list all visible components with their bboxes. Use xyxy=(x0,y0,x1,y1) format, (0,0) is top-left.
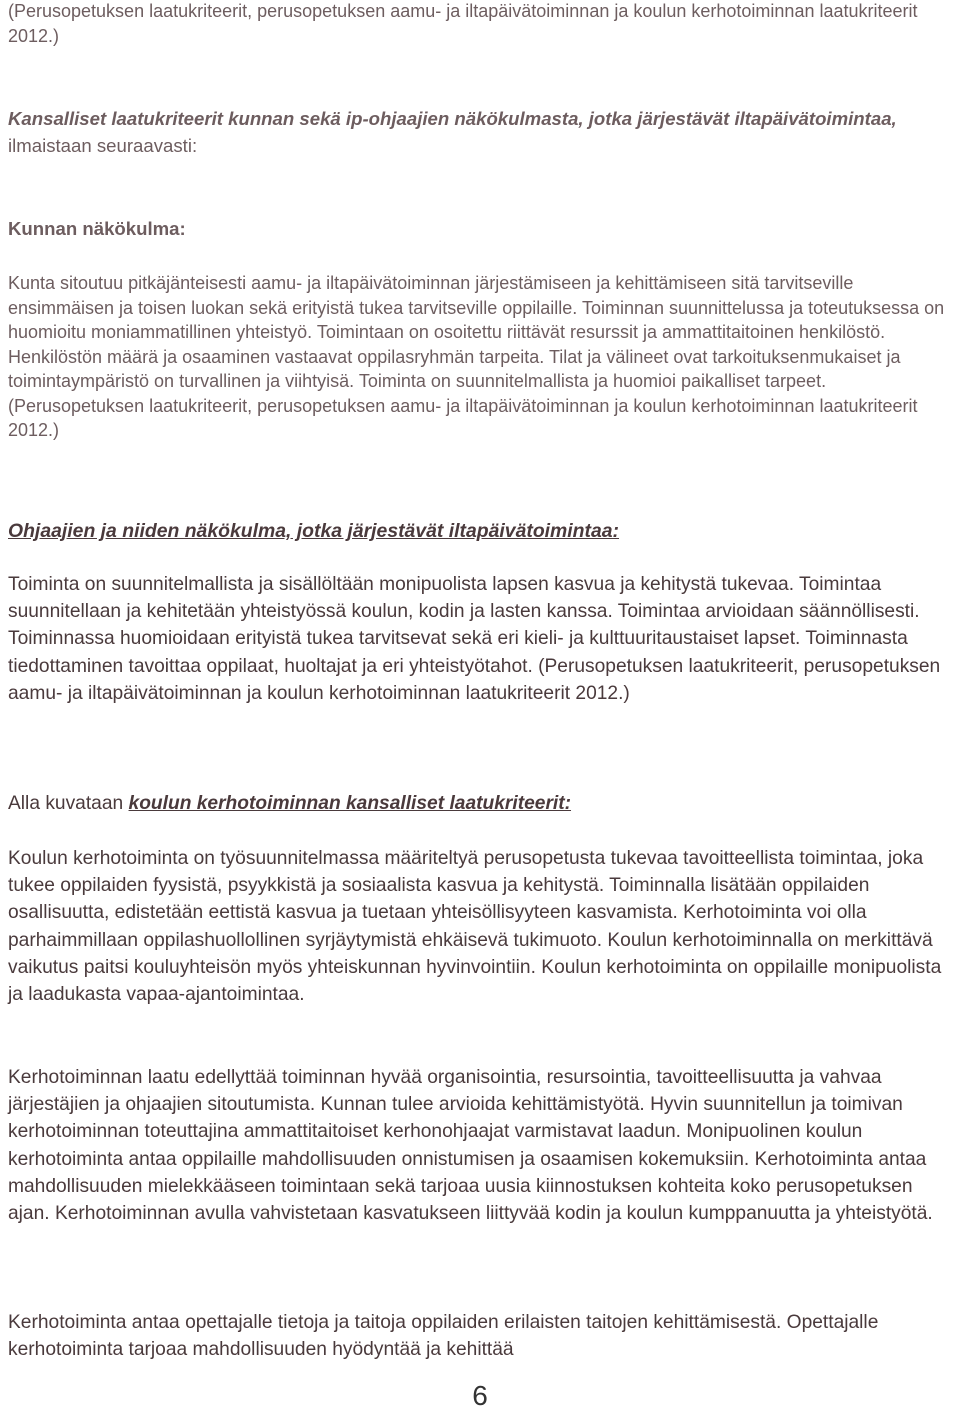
club-paragraph-2: Kerhotoiminnan laatu edellyttää toiminnan hyvää organisointia, resursointia, tavoitteellisuutta ja vahvaa järjestäjien ja ohjaajien sitoutumista. Kunnan tulee arvioida kehittämistyötä. Hyvin suunnitellun ja toimivan kerhotoiminnan toteuttajina ammattitaitoiset kerhonohjaajat varmistavat laadun. Monipuolinen koulun kerhotoiminta antaa oppilaille mahdollisuuden onnistumisen ja osaamisen kokemuksiin. Kerhotoiminta antaa mahdollisuuden mielekkääseen toimintaan sekä tarjoaa uusia kiinnostuksen kohteita koko perusopetuksen ajan. Kerhotoiminnan avulla vahvistetaan kasvatukseen liittyvää kodin ja koulun kumppanuutta ja yhteistyötä. xyxy=(8,1067,933,1225)
club-criteria-heading xyxy=(8,790,571,817)
municipality-body: Kunta sitoutuu pitkäjänteisesti aamu- ja iltapäivätoiminnan järjestämiseen ja kehittämiseen sitä tarvitseville ensimmäisen ja toisen luokan sekä erityistä tukea tarvitseville oppilaille. Toiminnan suunnittelussa ja toteutuksessa on huomioitu moniammatillinen yhteistyö. Toimintaan on osoitettu riittävät resurssit ja ammattitaitoinen henkilöstö. Henkilöstön määrä ja osaaminen vastaavat oppilasryhmän tarpeita. Tilat ja välineet ovat tarkoituksenmukaiset ja toimintaympäristö on turvallinen ja viihtyisä. Toiminta on suunnitelmallista ja huomioi paikalliset tarpeet. (Perusopetuksen laatukriteerit, perusopetuksen aamu- ja iltapäivätoiminnan ja koulun kerhotoiminnan laatukriteerit 2012.) xyxy=(8,273,945,440)
club-paragraph-1: Koulun kerhotoiminta on työsuunnitelmassa määriteltyä perusopetusta tukevaa tavoitteellista toimintaa, joka tukee oppilaiden fyysistä, psyykkistä ja sosiaalista kasvua ja kehitystä. Toiminnalla lisätään oppilaiden osallisuutta, edistetään eettistä kasvua ja tuetaan yhteisöllisyyteen kasvamista. Kerhotoiminta voi olla parhaimmillaan oppilashuollollinen syrjäytymistä ehkäisevä tukimuoto. Koulun kerhotoiminnalla on merkittävä vaikutus paitsi kouluyhteisön myös yhteiskunnan hyvinvointiin. Koulun kerhotoiminta on oppilaille monipuolista ja laadukasta vapaa-ajantoimintaa. xyxy=(8,848,942,1006)
club-heading-prefix: Alla kuvataan xyxy=(8,793,129,814)
national-criteria-intro xyxy=(8,105,958,159)
instructors-body: Toiminta on suunnitelmallista ja sisällöltään monipuolista lapsen kasvua ja kehitystä tukevaa. Toimintaa suunnitellaan ja kehitetään yhteistyössä koulun, kodin ja lasten kanssa. Toimintaa arvioidaan säännöllisesti. Toiminnassa huomioidaan erityistä tukea tarvitsevat sekä eri kieli- ja kulttuuritaustaiset lapset. Toiminnasta tiedottaminen tavoittaa oppilaat, huoltajat ja eri yhteistyötahot. (Perusopetuksen laatukriteerit, perusopetuksen aamu- ja iltapäivätoiminnan ja koulun kerhotoiminnan laatukriteerit 2012.) xyxy=(8,574,941,704)
club-heading-emphasis: koulun kerhotoiminnan kansalliset laatukriteerit: xyxy=(128,793,572,814)
intro-citation: (Perusopetuksen laatukriteerit, perusopetuksen aamu- ja iltapäivätoiminnan ja koulun kerhotoiminnan laatukriteerit 2012.) xyxy=(8,1,918,46)
municipality-heading: Kunnan näkökulma: xyxy=(8,218,186,239)
page-number: 6 xyxy=(472,1380,488,1411)
national-criteria-rest: ilmaistaan seuraavasti: xyxy=(8,135,198,156)
instructors-heading: Ohjaajien ja niiden näkökulma, jotka järjestävät iltapäivätoimintaa: xyxy=(8,520,620,542)
club-paragraph-3: Kerhotoiminta antaa opettajalle tietoja ja taitoja oppilaiden erilaisten taitojen kehittämisestä. Opettajalle kerhotoiminta tarjoaa mahdollisuuden hyödyntää ja kehittää xyxy=(8,1312,879,1361)
national-criteria-heading: Kansalliset laatukriteerit kunnan sekä ip-ohjaajien näkökulmasta, jotka järjestävät iltapäivätoimintaa, xyxy=(8,108,897,129)
